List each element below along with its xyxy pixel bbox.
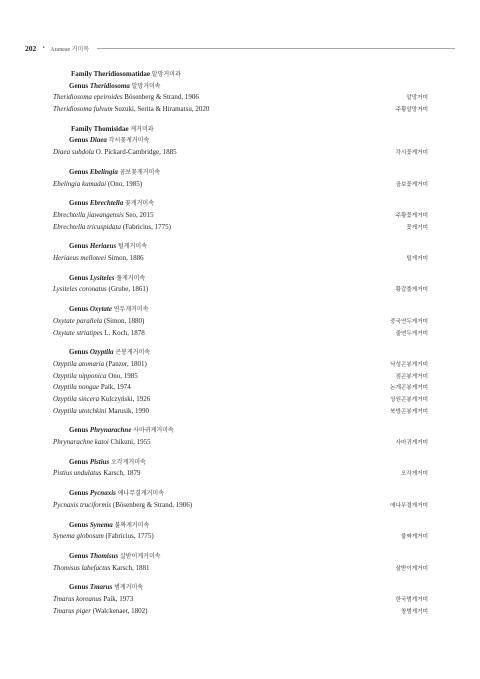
species-scientific — [53, 563, 149, 575]
species-korean-name: 오각게거미 — [400, 471, 428, 478]
family-heading — [53, 69, 428, 81]
taxon-group — [53, 304, 428, 339]
genus-prefix: Genus — [69, 457, 90, 466]
taxon-group — [53, 167, 428, 190]
species-name: Pycnaxis truciformis — [53, 500, 112, 509]
species-name: Theridiosoma epeiroides — [53, 93, 123, 102]
genus-prefix: Genus — [69, 583, 90, 592]
genus-heading — [53, 551, 428, 563]
genus-prefix: Genus — [69, 489, 90, 498]
genus-name: Ebelingia — [89, 167, 118, 176]
species-entry — [53, 406, 428, 418]
running-header — [25, 42, 455, 54]
species-entry — [53, 437, 428, 449]
species-korean-name: 주황알망거미 — [395, 107, 428, 114]
species-entry — [53, 394, 428, 406]
species-authority: Seo, 2015 — [125, 210, 154, 219]
species-scientific — [53, 468, 141, 480]
taxon-group — [53, 457, 428, 480]
species-authority: (Simon, 1880) — [103, 316, 145, 325]
species-authority: (Bösenberg & Strand, 1906) — [112, 500, 193, 509]
species-korean-name: 애나무결게거미 — [390, 502, 428, 509]
species-entry — [53, 253, 428, 265]
genus-prefix: Genus — [69, 426, 90, 435]
genus-prefix: Genus — [69, 305, 90, 314]
species-entry — [53, 563, 428, 575]
taxon-group — [53, 520, 428, 543]
genus-heading — [53, 241, 428, 253]
species-korean-name: 알망거미 — [406, 95, 428, 102]
species-entry — [53, 359, 428, 371]
species-authority: (Fabricius, 1775) — [105, 532, 154, 541]
genus-prefix: Genus — [69, 167, 90, 176]
taxon-group — [53, 124, 428, 159]
genus-korean-name: 꽃게거미속 — [125, 200, 154, 208]
genus-name: Pycnaxis — [89, 489, 116, 498]
species-name: Tmarus piger — [53, 606, 91, 615]
species-scientific — [53, 179, 142, 191]
species-korean-name: 논개곤봉게거미 — [390, 385, 428, 392]
species-korean-name: 낙성곤봉게거미 — [390, 361, 428, 368]
family-name: Family Thomisidae — [71, 124, 129, 133]
genus-korean-name: 풀게거미속 — [116, 274, 146, 282]
genus-heading — [53, 273, 428, 285]
species-korean-name: 각시꽃게거미 — [395, 150, 428, 157]
species-name: Ozyptila nipponica — [53, 371, 107, 380]
species-scientific — [53, 328, 145, 340]
family-name: Family Theridiosomatidae — [71, 70, 151, 78]
species-scientific — [53, 316, 144, 328]
genus-korean-name: 연두게거미속 — [113, 306, 149, 314]
genus-korean-name: 곰보꽃게거미속 — [119, 168, 161, 176]
genus-korean-name: 알망거미속 — [131, 82, 161, 90]
species-entry — [53, 104, 428, 116]
species-authority: (Panzer, 1801) — [105, 359, 147, 368]
genus-heading — [53, 81, 428, 93]
species-name: Ozyptila sincera — [53, 394, 100, 403]
genus-prefix: Genus — [69, 242, 90, 251]
species-scientific — [53, 500, 192, 512]
species-scientific — [53, 406, 149, 418]
genus-heading — [53, 198, 428, 210]
species-scientific — [53, 253, 144, 265]
species-korean-name: 황갈풀게거미 — [395, 287, 428, 294]
family-heading — [53, 124, 428, 136]
species-authority: (Fabricius, 1775) — [122, 222, 171, 231]
genus-heading — [53, 582, 428, 594]
species-scientific — [53, 359, 147, 371]
species-korean-name: 한국범게거미 — [395, 597, 428, 603]
taxon-group — [53, 582, 428, 617]
species-authority: Simon, 1886 — [107, 254, 144, 263]
genus-korean-name: 사마귀게거미속 — [133, 427, 174, 435]
species-name: Phrynarachne katoi — [53, 438, 109, 447]
family-korean-name: 알망거미과 — [151, 71, 181, 78]
species-korean-name: 줄연두게거미 — [395, 330, 428, 337]
species-authority: Chikuni, 1955 — [110, 438, 151, 447]
genus-name: Heriaeus — [89, 242, 117, 251]
species-scientific — [53, 147, 177, 159]
species-name: Tmarus koreanus — [53, 595, 102, 603]
species-korean-name: 상원곤봉게거미 — [390, 396, 428, 403]
species-authority: Karsch, 1879 — [103, 469, 141, 478]
species-name: Ebrechtella jiawangensis — [53, 210, 124, 219]
species-scientific — [53, 606, 147, 618]
species-name: Theridiosoma fulvum — [53, 105, 113, 114]
species-authority: Suzuki, Serita & Hiramatsu, 2020 — [114, 105, 210, 114]
genus-korean-name: 오각게거미속 — [111, 458, 146, 466]
genus-name: Tmarus — [89, 583, 113, 592]
species-name: Ebrechtella tricuspidata — [53, 222, 121, 231]
species-entry — [53, 316, 428, 328]
genus-name: Ozyptila — [89, 348, 114, 357]
species-authority: L. Koch, 1878 — [104, 328, 145, 337]
genus-name: Thomisus — [89, 551, 119, 560]
genus-prefix: Genus — [69, 199, 90, 208]
genus-heading — [53, 520, 428, 532]
species-authority: O. Pickard-Cambridge, 1885 — [95, 148, 177, 157]
species-authority: Paik, 1974 — [100, 383, 131, 392]
species-name: Ozyptila utotchkini — [53, 406, 107, 415]
family-korean-name: 게거미과 — [130, 125, 154, 133]
genus-name: Synema — [89, 520, 113, 529]
species-entry — [53, 222, 428, 234]
page-number: 202 — [25, 43, 37, 53]
species-korean-name: 불짜게거미 — [400, 534, 428, 541]
species-scientific — [53, 594, 133, 606]
genus-name: Ebrechtella — [89, 199, 124, 208]
taxon-group — [53, 488, 428, 511]
species-authority: Kulczyński, 1926 — [100, 394, 151, 403]
species-name: Heriaeus melloteei — [53, 254, 107, 263]
genus-heading — [53, 304, 428, 316]
species-korean-name: 꽃게거미 — [406, 224, 428, 231]
genus-korean-name: 털게거미속 — [118, 243, 147, 251]
genus-heading — [53, 347, 428, 359]
genus-name: Phrynarachne — [89, 426, 132, 435]
taxon-group — [53, 241, 428, 264]
species-entry — [53, 210, 428, 222]
genus-prefix: Genus — [69, 551, 90, 560]
species-entry — [53, 531, 428, 543]
genus-prefix: Genus — [69, 520, 90, 529]
species-scientific — [53, 382, 131, 394]
species-authority: Karsch, 1881 — [112, 563, 150, 572]
species-korean-name: 사마귀게거미 — [395, 440, 428, 447]
species-entry — [53, 606, 428, 618]
species-korean-name: 중국연두게거미 — [390, 318, 428, 325]
species-authority: Bösenberg & Strand, 1906 — [124, 93, 199, 102]
running-title: Araneae 거미목 — [50, 46, 90, 53]
genus-heading — [53, 135, 428, 147]
species-scientific — [53, 210, 153, 222]
species-scientific — [53, 222, 171, 234]
species-entry — [53, 594, 428, 606]
species-name: Ebelingia kumadai — [53, 179, 107, 188]
species-name: Thomisus labefactus — [53, 563, 111, 572]
species-authority: Ono, 1985 — [108, 371, 138, 380]
species-checklist — [53, 69, 428, 625]
species-entry — [53, 284, 428, 296]
species-entry — [53, 179, 428, 191]
genus-name: Diaea — [89, 136, 107, 145]
species-authority: Marusik, 1990 — [108, 406, 150, 415]
species-authority: (Grube, 1861) — [108, 285, 149, 294]
genus-name: Theridiosoma — [89, 81, 130, 90]
genus-prefix: Genus — [69, 273, 90, 282]
species-scientific — [53, 371, 138, 383]
genus-korean-name: 애나무결게거미속 — [117, 490, 164, 498]
species-scientific — [53, 394, 150, 406]
taxon-group — [53, 425, 428, 448]
header-rule — [97, 48, 455, 49]
genus-korean-name: 살받이게거미속 — [119, 552, 161, 560]
species-entry — [53, 500, 428, 512]
genus-name: Oxytate — [89, 305, 112, 314]
genus-heading — [53, 167, 428, 179]
taxon-group — [53, 273, 428, 296]
species-name: Ozyptila atomaria — [53, 359, 105, 368]
species-entry — [53, 468, 428, 480]
species-authority: (Walckenaer, 1802) — [92, 606, 148, 615]
species-korean-name: 털게거미 — [406, 256, 428, 263]
species-scientific — [53, 284, 148, 296]
species-name: Synema globosum — [53, 532, 104, 541]
species-authority: Paik, 1973 — [103, 595, 134, 603]
species-entry — [53, 147, 428, 159]
taxon-group — [53, 347, 428, 417]
species-korean-name: 곰보꽃게거미 — [395, 181, 428, 188]
species-entry — [53, 328, 428, 340]
taxon-group — [53, 551, 428, 574]
species-name: Lysiteles coronatus — [53, 285, 107, 294]
species-entry — [53, 371, 428, 383]
genus-korean-name: 각시꽃게거미속 — [108, 137, 150, 145]
genus-korean-name: 범게거미속 — [114, 584, 144, 592]
genus-korean-name: 불짜게거미속 — [114, 521, 150, 529]
taxon-group — [53, 69, 428, 116]
genus-korean-name: 곤봉게거미속 — [115, 349, 151, 357]
header-bullet: • — [42, 45, 46, 51]
genus-prefix: Genus — [69, 81, 90, 90]
species-entry — [53, 92, 428, 104]
species-korean-name: 주황꽃게거미 — [395, 212, 428, 219]
species-korean-name: 북방곤봉게거미 — [390, 408, 428, 415]
species-korean-name: 창범게거미 — [400, 608, 428, 615]
species-entry — [53, 382, 428, 394]
species-korean-name: 살받이게거미 — [395, 565, 428, 572]
species-name: Pistius undulatus — [53, 469, 102, 478]
species-korean-name: 점곤봉게거미 — [395, 373, 428, 380]
species-scientific — [53, 437, 151, 449]
genus-heading — [53, 488, 428, 500]
species-authority: (Ono, 1985) — [107, 179, 143, 188]
genus-heading — [53, 425, 428, 437]
genus-name: Lysiteles — [89, 273, 115, 282]
genus-heading — [53, 457, 428, 469]
genus-prefix: Genus — [69, 348, 90, 357]
genus-prefix: Genus — [69, 136, 90, 145]
species-name: Oxytate parallela — [53, 316, 103, 325]
species-scientific — [53, 92, 199, 104]
genus-name: Pistius — [89, 457, 110, 466]
taxon-group — [53, 198, 428, 233]
species-name: Diaea subdola — [53, 148, 95, 157]
species-scientific — [53, 104, 209, 116]
species-scientific — [53, 531, 154, 543]
species-name: Ozyptila nongae — [53, 383, 100, 392]
species-name: Oxytate striatipes — [53, 328, 103, 337]
